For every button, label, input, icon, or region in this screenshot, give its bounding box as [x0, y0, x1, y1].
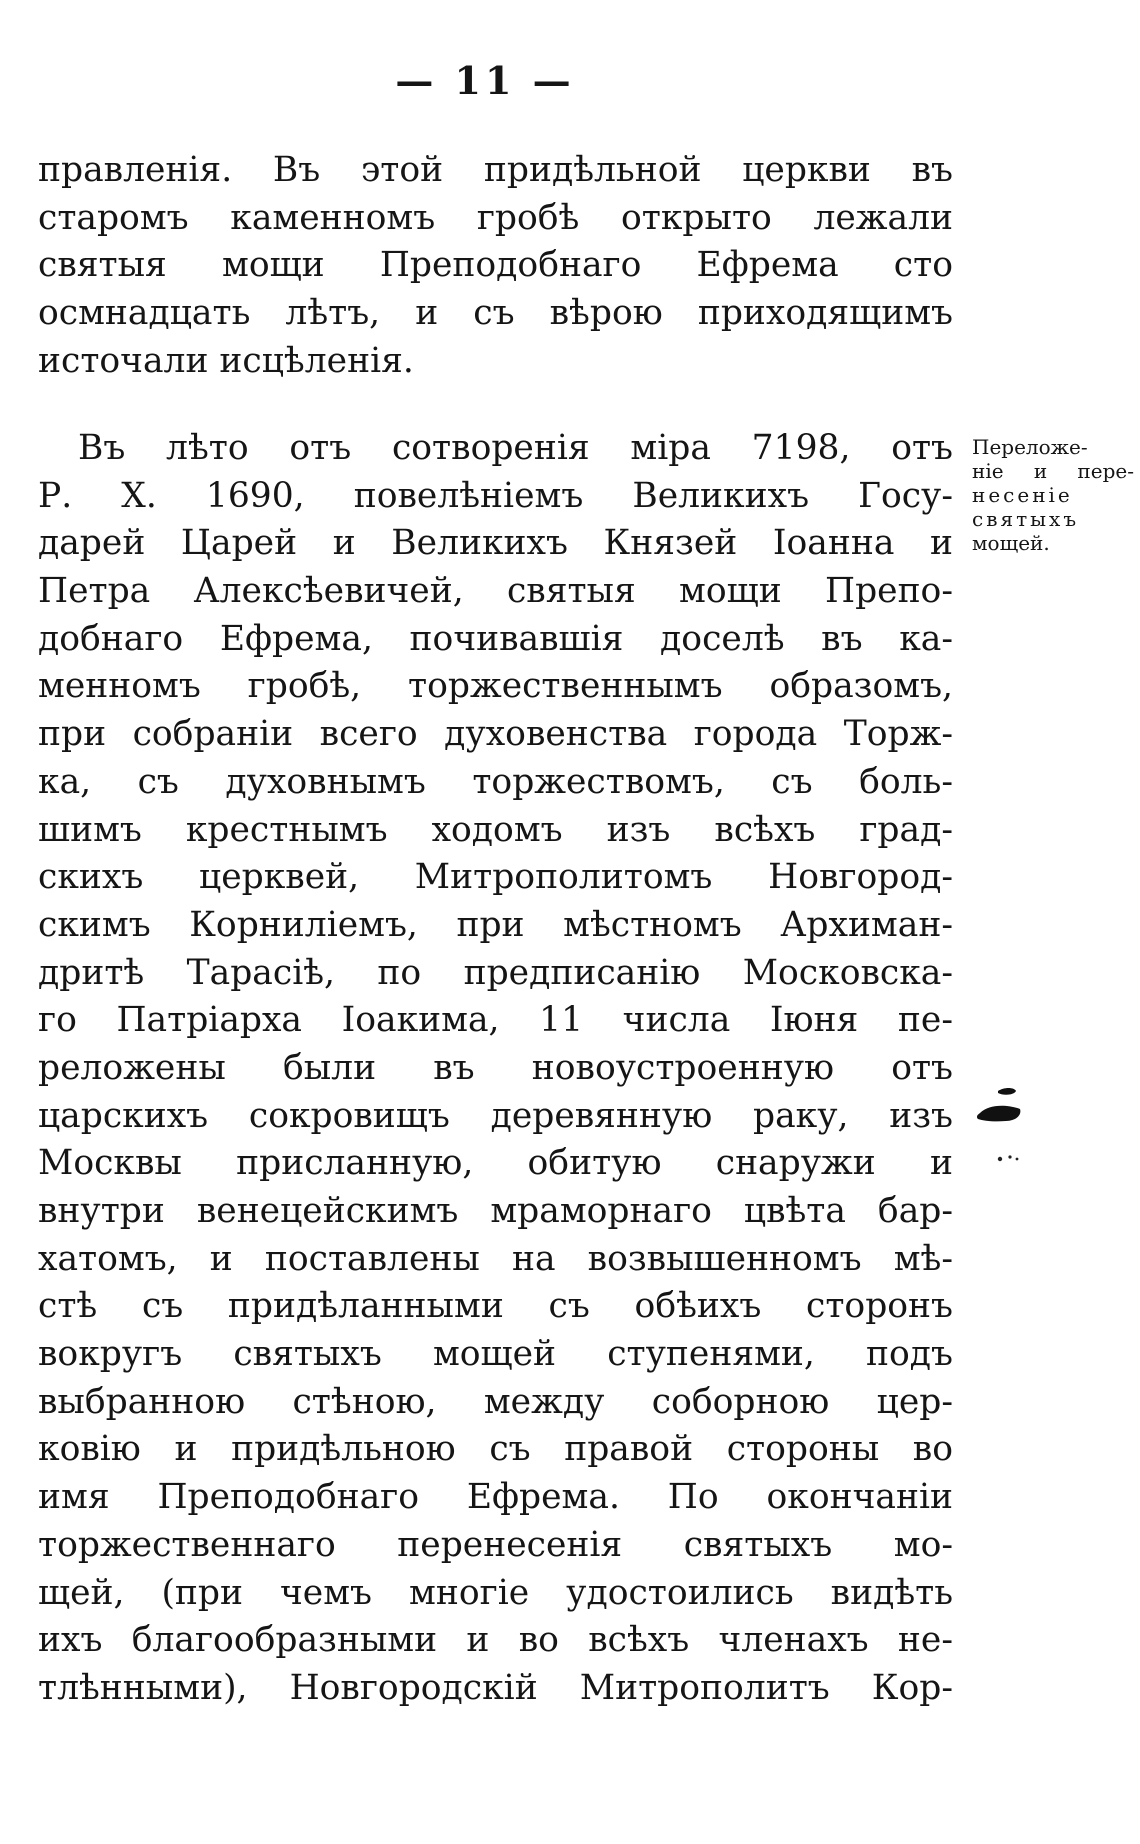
text-line: шимъ крестнымъ ходомъ изъ всѣхъ град- — [38, 809, 953, 850]
text-line: имя Преподобнаго Ефрема. По окончаніи — [38, 1477, 953, 1518]
text-line: старомъ каменномъ гробѣ открыто лежали — [38, 197, 953, 238]
text-line: при собраніи всего духовенства города Торж- — [38, 714, 953, 755]
text-line: Петра Алексѣевичей, святыя мощи Препо- — [38, 571, 953, 612]
text-line: скимъ Корниліемъ, при мѣстномъ Архиман- — [38, 904, 953, 945]
margin-note-line: святыхъ — [972, 507, 1080, 531]
text-line: Москвы присланную, обитую снаружи и — [38, 1143, 953, 1184]
text-line: реложены были въ новоустроенную отъ — [38, 1047, 953, 1088]
margin-note-line: ніе и пере- — [972, 459, 1134, 483]
text-line: щей, (при чемъ многіе удостоились видѣть — [38, 1572, 953, 1613]
text-line: го Патріарха Іоакима, 11 числа Іюня пе- — [38, 1000, 953, 1041]
text-line: царскихъ сокровищъ деревянную раку, изъ — [38, 1095, 953, 1136]
text-line: правленія. Въ этой придѣльной церкви въ — [38, 150, 953, 190]
margin-note-line: мощей. — [972, 531, 1050, 555]
text-line: ка, съ духовнымъ торжествомъ, съ боль- — [38, 761, 953, 802]
paragraph-1 — [38, 147, 953, 385]
text-line: ковію и придѣльною съ правой стороны во — [38, 1429, 953, 1470]
ink-blot-mark — [970, 1073, 1030, 1163]
text-line: менномъ гробѣ, торжественнымъ образомъ, — [38, 666, 953, 707]
text-line: ихъ благообразными и во всѣхъ членахъ не- — [38, 1620, 953, 1661]
paragraph-2 — [38, 425, 953, 1713]
text-line: дарей Царей и Великихъ Князей Іоанна и — [38, 523, 953, 564]
margin-note-line: несеніе — [972, 483, 1073, 507]
text-line: святыя мощи Преподобнаго Ефрема сто — [38, 245, 953, 286]
text-line: стѣ съ придѣланными съ обѣихъ сторонъ — [38, 1286, 953, 1327]
margin-note-line: Переложе- — [972, 435, 1088, 459]
text-line: вокругъ святыхъ мощей ступенями, подъ — [38, 1334, 953, 1375]
text-line: торжественнаго перенесенія святыхъ мо- — [38, 1524, 953, 1565]
text-line: дритѣ Тарасіѣ, по предписанію Московска- — [38, 952, 953, 993]
margin-note — [972, 435, 1134, 555]
text-line: Р. Х. 1690, повелѣніемъ Великихъ Госу- — [38, 475, 953, 516]
text-line: тлѣнными), Новгородскій Митрополитъ Кор- — [38, 1667, 953, 1708]
text-line: осмнадцать лѣтъ, и съ вѣрою приходящимъ — [38, 293, 953, 334]
text-line: внутри венецейскимъ мраморнаго цвѣта бар- — [38, 1191, 953, 1231]
text-line: источали исцѣленія. — [38, 340, 414, 381]
text-line: хатомъ, и поставлены на возвышенномъ мѣ- — [38, 1238, 953, 1279]
page-number: — 11 — — [395, 58, 575, 103]
text-line: добнаго Ефрема, почивавшія доселѣ въ ка- — [38, 618, 953, 659]
text-line: Въ лѣто отъ сотворенія міра 7198, отъ — [78, 428, 953, 468]
text-line: выбранною стѣною, между соборною цер- — [38, 1381, 953, 1422]
text-line: скихъ церквей, Митрополитомъ Новгород- — [38, 857, 953, 898]
